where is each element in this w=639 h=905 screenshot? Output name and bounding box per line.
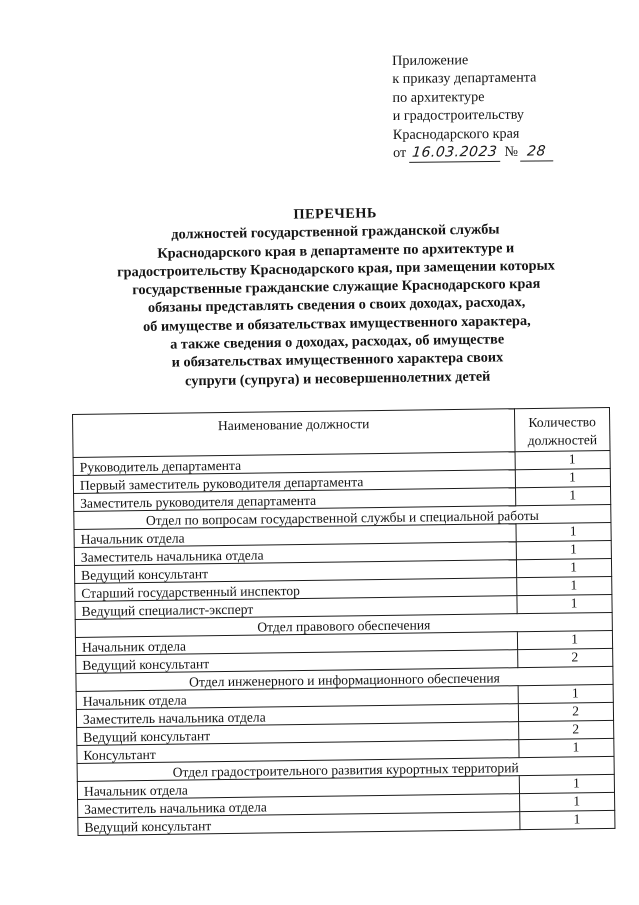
position-name: Заместитель начальника отдела — [78, 794, 520, 818]
position-count: 1 — [515, 450, 610, 469]
position-count: 1 — [517, 630, 612, 649]
position-count: 1 — [519, 774, 614, 793]
position-name: Ведущий специалист-эксперт — [75, 596, 517, 620]
title-line: супруги (супруга) и несовершеннолетних детей — [184, 368, 491, 390]
position-name: Ведущий консультант — [77, 722, 519, 746]
positions-table-wrap — [72, 407, 615, 836]
position-count: 1 — [516, 522, 611, 541]
position-count: 1 — [520, 810, 615, 829]
header-count-line: должностей — [527, 432, 598, 449]
section-title: Отдел градостроительного развития курортных территорий — [77, 756, 614, 781]
position-name: Старший государственный инспектор — [75, 578, 517, 602]
positions-table — [72, 407, 615, 836]
approval-line: Приложение — [392, 52, 469, 69]
position-name: Заместитель начальника отдела — [76, 704, 518, 728]
title-line: Краснодарского края в департаменте по архитектуре и — [157, 239, 515, 262]
title-line: об имуществе и обязательствах имущественного характера, — [142, 312, 531, 335]
position-name: Начальник отдела — [77, 776, 519, 800]
handwritten-date: 16.03.2023 — [409, 143, 502, 163]
title-line: должностей государственной гражданской службы — [171, 221, 500, 243]
position-count: 1 — [519, 738, 614, 757]
header-position-count — [514, 407, 610, 451]
position-count: 2 — [518, 702, 613, 721]
position-count: 1 — [516, 540, 611, 559]
section-title: Отдел правового обеспечения — [75, 612, 612, 637]
position-count: 1 — [517, 576, 612, 595]
position-count: 1 — [516, 558, 611, 577]
title-line: а также сведения о доходах, расходах, об имуществе — [170, 331, 505, 353]
section-title: Отдел по вопросам государственной службы и специальной работы — [74, 504, 611, 529]
position-name: Заместитель руководителя департамента — [74, 488, 516, 512]
position-name: Ведущий консультант — [76, 650, 518, 674]
title-line: обязаны представлять сведения о своих доходах, расходах, — [147, 294, 526, 317]
position-name: Начальник отдела — [76, 686, 518, 710]
approval-line: к приказу департамента — [392, 69, 537, 88]
position-name: Начальник отдела — [74, 524, 516, 548]
handwritten-number: 28 — [521, 142, 556, 162]
position-name: Начальник отдела — [75, 632, 517, 656]
header-count-line: Количество — [528, 414, 596, 431]
table-header-row — [73, 407, 611, 457]
position-name: Заместитель начальника отдела — [74, 542, 516, 566]
position-count: 2 — [519, 720, 614, 739]
position-count: 2 — [518, 648, 613, 667]
approval-line: по архитектуре — [392, 88, 485, 106]
position-count: 1 — [517, 594, 612, 613]
table-body — [73, 450, 615, 835]
approval-line: и градостроительству — [392, 106, 525, 125]
position-name: Ведущий консультант — [74, 560, 516, 584]
date-prefix: от — [392, 144, 407, 162]
title-heading: ПЕРЕЧЕНЬ — [293, 205, 378, 223]
position-count: 1 — [520, 792, 615, 811]
number-prefix: № — [504, 143, 519, 160]
approval-block — [392, 50, 613, 164]
position-count: 1 — [516, 486, 611, 505]
position-name: Ведущий консультант — [78, 812, 520, 836]
approval-line: Краснодарского края — [392, 125, 520, 143]
header-position-name: Наименование должности — [73, 409, 516, 458]
title-line: и обязательствах имущественного характера своих — [171, 349, 504, 371]
document-title — [85, 201, 588, 392]
title-line: градостроительству Краснодарского края, при замещении которых — [116, 257, 556, 281]
section-title: Отдел инженерного и информационного обеспечения — [76, 666, 613, 691]
position-name: Первый заместитель руководителя департамента — [73, 470, 515, 494]
position-name: Руководитель департамента — [73, 452, 515, 476]
position-count: 1 — [515, 468, 610, 487]
position-count: 1 — [518, 684, 613, 703]
position-name: Консультант — [77, 740, 519, 764]
title-line: государственные гражданские служащие Краснодарского края — [132, 275, 541, 299]
approval-date-line — [393, 142, 613, 164]
